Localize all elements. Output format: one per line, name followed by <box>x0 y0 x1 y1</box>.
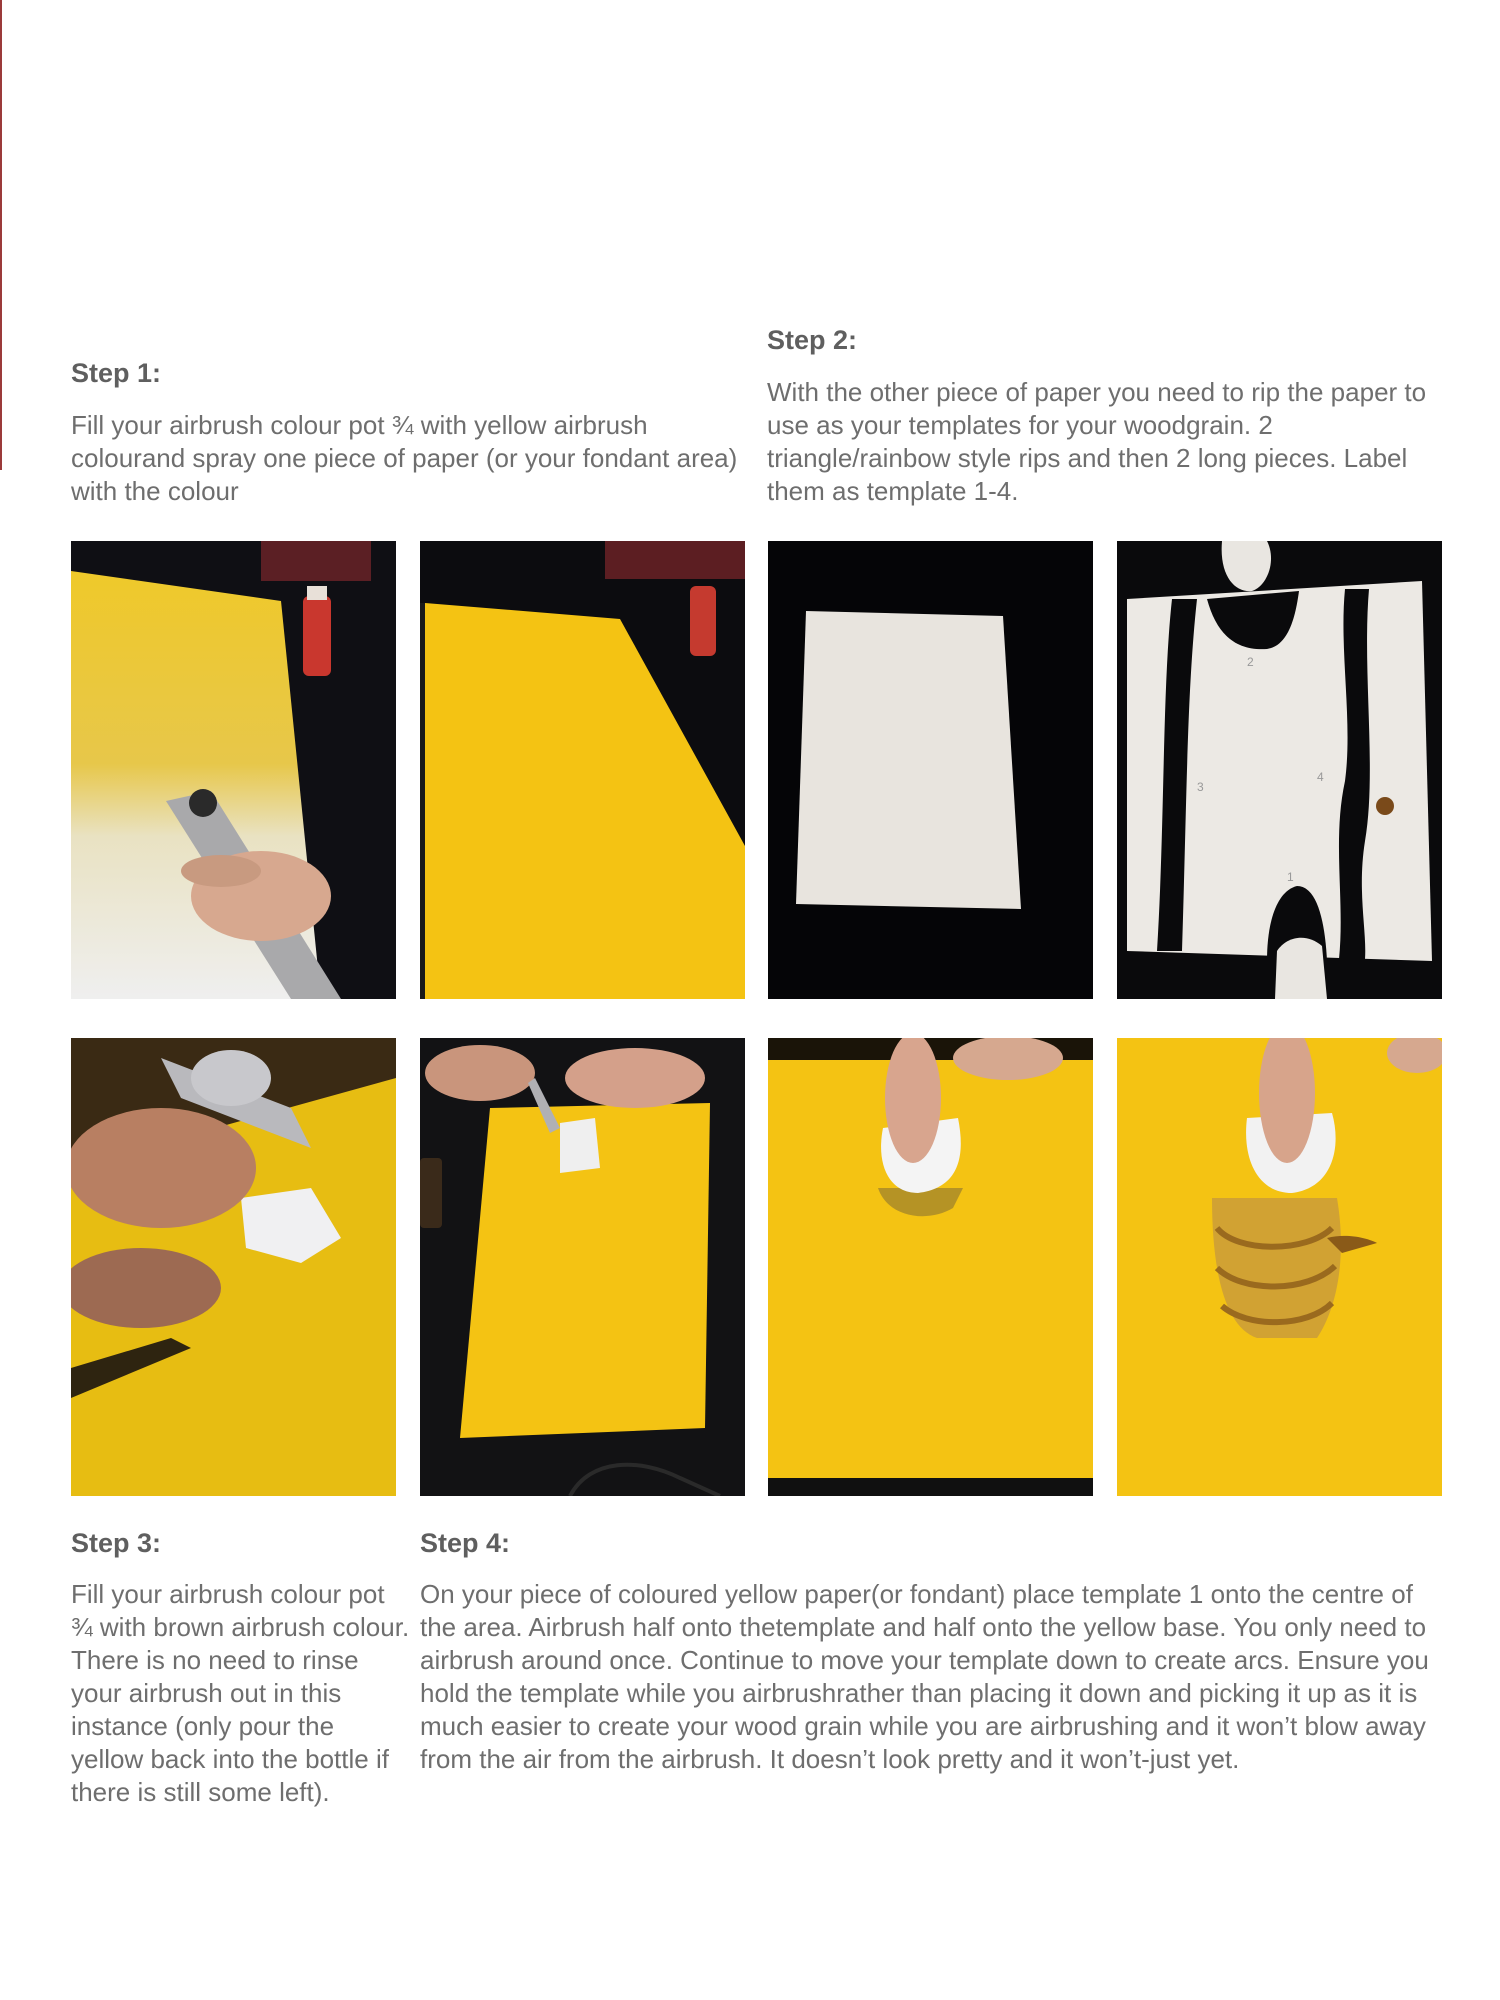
page-edge-line <box>0 0 2 470</box>
step-4-text: On your piece of coloured yellow paper(or fondant) place template 1 onto the centre of the area. Airbrush half onto thetemplate and half onto the yellow base. You only need to airbrush around once. Continue to move your template down to create arcs. Ensure you hold the template while you airbrushrather than placing it down and picking it up as it is much easier to create your wood grain while you are airbrushing and it won’t blow away from the air from the airbrush. It doesn’t look pretty and it won’t-just yet. <box>420 1579 1429 1774</box>
template-label-1: 1 <box>1287 870 1294 884</box>
photo-multiple-arcs <box>1117 1038 1442 1496</box>
photo-airbrush-template-closeup <box>71 1038 396 1496</box>
photo-torn-templates <box>1117 541 1442 999</box>
template-label-3: 3 <box>1197 780 1204 794</box>
template-label-4: 4 <box>1317 770 1324 784</box>
photo-airbrush-spraying-yellow <box>71 541 396 999</box>
step-2-text: With the other piece of paper you need to rip the paper to use as your templates for your woodgrain. 2 triangle/rainbow style rips and then 2 long pieces. Label them as template 1-4. <box>767 377 1427 506</box>
step-3-text: Fill your airbrush colour pot ¾ with brown airbrush colour. There is no need to rinse your airbrush out in this instance (only pour the yellow back into the bottle if there is still some left). <box>71 1579 410 1807</box>
step-1-text: Fill your airbrush colour pot ¾ with yellow airbrush colourand spray one piece of paper (or your fondant area) with the colour <box>71 410 738 506</box>
photo-first-arc <box>768 1038 1093 1496</box>
step-3-title: Step 3: <box>71 1528 162 1558</box>
template-label-2: 2 <box>1247 655 1254 669</box>
photo-yellow-paper <box>420 541 745 999</box>
photo-white-paper <box>768 541 1093 999</box>
photo-template-on-yellow <box>420 1038 745 1496</box>
step-4-title: Step 4: <box>420 1528 511 1558</box>
step-2-title: Step 2: <box>767 325 858 355</box>
step-1-title: Step 1: <box>71 358 162 388</box>
